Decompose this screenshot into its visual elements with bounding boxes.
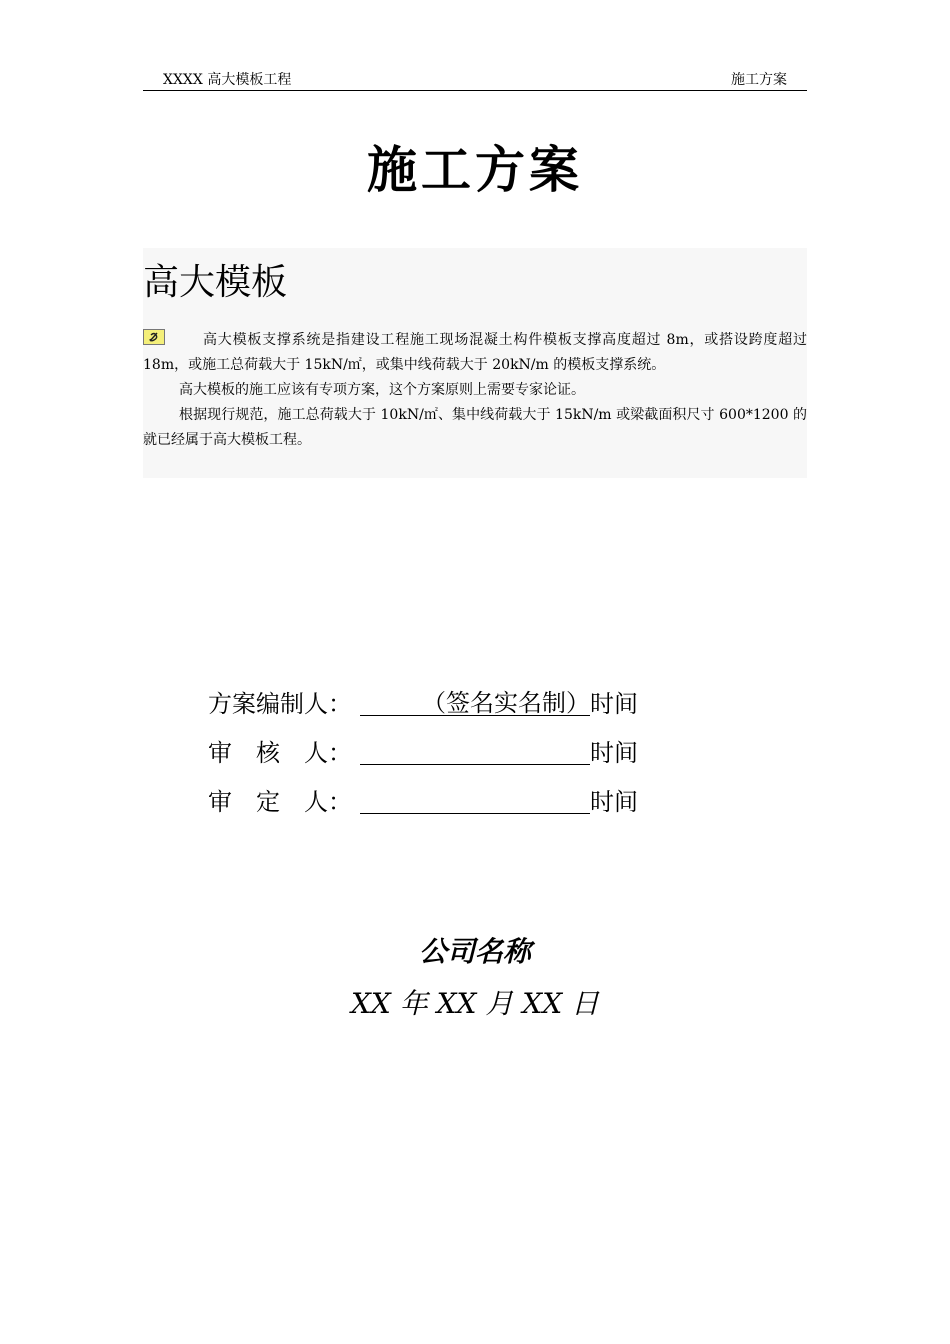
header-doc-type: 施工方案 <box>731 72 787 88</box>
signature-time-label: 时间 <box>590 690 638 718</box>
signature-row-author <box>208 684 638 733</box>
note-icon[interactable] <box>143 329 165 345</box>
signature-line: （签名实名制） <box>360 684 590 716</box>
intro-section <box>143 248 807 478</box>
signature-line <box>360 733 590 765</box>
signature-time-label: 时间 <box>590 788 638 816</box>
document-title: 施工方案 <box>367 140 583 199</box>
header-project-name: XXXX 高大模板工程 <box>163 72 292 88</box>
signature-block <box>208 684 638 831</box>
intro-body <box>143 328 807 453</box>
signature-row-reviewer <box>208 733 638 782</box>
intro-heading: 高大模板 <box>143 262 288 303</box>
signature-label: 审 核 人： <box>208 739 352 767</box>
signature-row-approver <box>208 782 638 831</box>
intro-paragraph: 根据现行规范，施工总荷载大于 10kN/㎡、集中线荷载大于 15kN/m 或梁截面积尺寸 600*1200 的就已经属于高大模板工程。 <box>143 407 807 448</box>
signature-line <box>360 782 590 814</box>
intro-paragraph: 高大模板的施工应该有专项方案，这个方案原则上需要专家论证。 <box>179 382 585 398</box>
page-header <box>143 66 807 91</box>
signature-label: 方案编制人： <box>208 690 352 718</box>
signature-label: 审 定 人： <box>208 788 352 816</box>
intro-paragraph: 高大模板支撑系统是指建设工程施工现场混凝土构件模板支撑高度超过 8m，或搭设跨度超过 18m，或施工总荷载大于 15kN/㎡，或集中线荷载大于 20kN/m 的模板支撑系统。 <box>143 332 807 373</box>
signature-time-label: 时间 <box>590 739 638 767</box>
document-date: XX 年 XX 月 XX 日 <box>350 987 600 1020</box>
company-name: 公司名称 <box>418 935 531 968</box>
